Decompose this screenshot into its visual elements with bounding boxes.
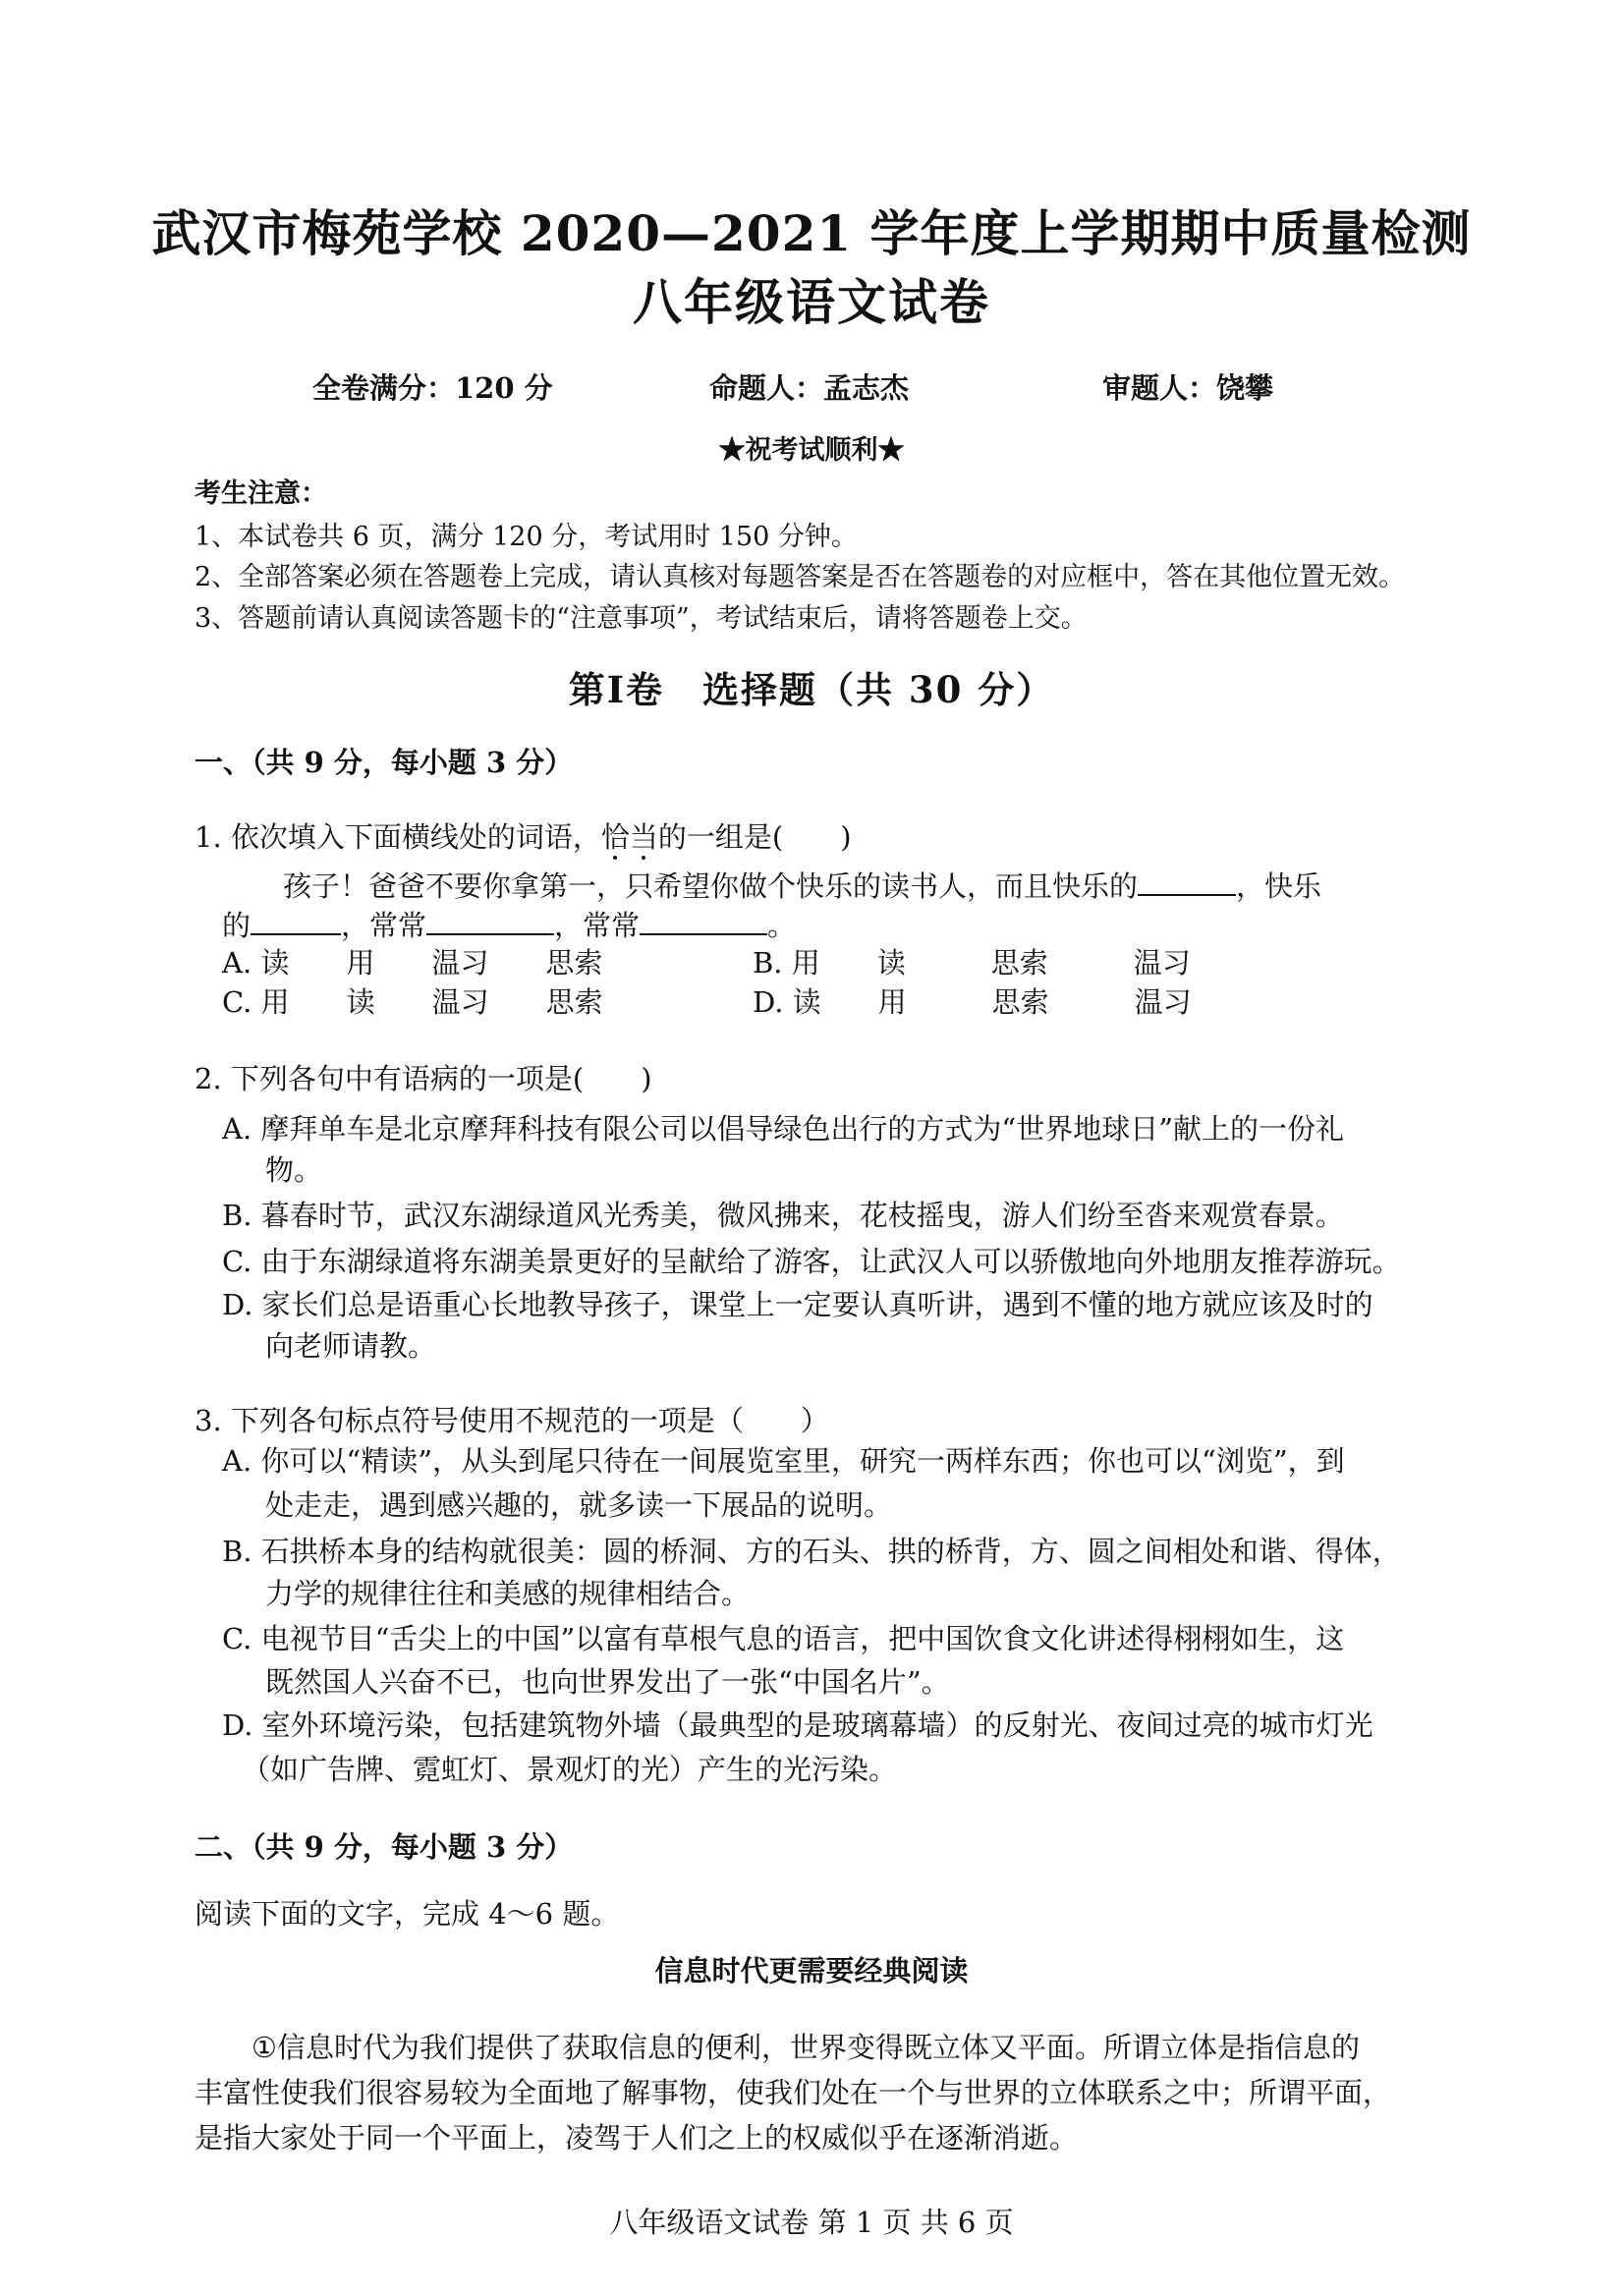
- article-paragraph-line: ①信息时代为我们提供了获取信息的便利，世界变得既立体又平面。所谓立体是指信息的: [252, 2031, 1360, 2064]
- question-1-passage-line2: [222, 904, 796, 944]
- article-title: 信息时代更需要经典阅读: [654, 1954, 969, 1988]
- question-1-stem: [195, 815, 852, 856]
- option-d-continued: （如广告牌、霓虹灯、景观灯的光）产生的光污染。: [242, 1753, 898, 1786]
- option-d: D. 家长们总是语重心长地教导孩子，课堂上一定要认真听讲，遇到不懂的地方就应该及时的: [222, 1288, 1373, 1321]
- exam-title-line2: 八年级语文试卷: [633, 273, 990, 331]
- option-a-continued: 物。: [265, 1153, 323, 1187]
- stem-text: 1. 依次填入下面横线处的词语，: [195, 820, 601, 854]
- part-two-intro: 阅读下面的文字，完成 4～6 题。: [195, 1897, 620, 1931]
- option-a: A. 摩拜单车是北京摩拜科技有限公司以倡导绿色出行的方式为“世界地球日”献上的一份礼: [222, 1112, 1345, 1146]
- good-luck-banner: ★祝考试顺利★: [718, 435, 905, 466]
- notice-heading: 考生注意：: [195, 478, 327, 509]
- option-a-continued: 处走走，遇到感兴趣的，就多读一下展品的说明。: [265, 1488, 893, 1522]
- option-b-continued: 力学的规律往往和美感的规律相结合。: [265, 1577, 751, 1610]
- fill-blank: [251, 908, 341, 935]
- passage-text: 。: [767, 909, 797, 942]
- fill-blank: [1138, 868, 1236, 896]
- option-c: C. 用 读 温习 思索: [222, 985, 603, 1019]
- fill-blank: [426, 908, 554, 935]
- option-d-continued: 向老师请教。: [265, 1329, 437, 1363]
- stem-text: 的一组是( ): [657, 820, 852, 854]
- passage-text: 孩子！爸爸不要你拿第一，只希望你做个快乐的读书人，而且快乐的: [283, 869, 1139, 903]
- full-score: 全卷满分：120 分: [312, 371, 553, 405]
- part-one-heading: 一、（共 9 分，每小题 3 分）: [195, 746, 574, 779]
- passage-text: ，快乐: [1236, 869, 1322, 903]
- question-setter: 命题人：孟志杰: [709, 371, 910, 405]
- question-2-stem: 2. 下列各句中有语病的一项是( ): [195, 1062, 652, 1095]
- option-c: C. 由于东湖绿道将东湖美景更好的呈献给了游客，让武汉人可以骄傲地向外地朋友推荐游玩。: [222, 1245, 1401, 1278]
- option-b: B. 石拱桥本身的结构就很美：圆的桥洞、方的石头、拱的桥背，方、圆之间相处和谐、得体，: [222, 1535, 1401, 1568]
- part-two-heading: 二、（共 9 分，每小题 3 分）: [195, 1830, 574, 1864]
- article-paragraph-line: 丰富性使我们很容易较为全面地了解事物，使我们处在一个与世界的立体联系之中；所谓平面，: [195, 2076, 1392, 2109]
- section-title: 第Ⅰ卷 选择题（共 30 分）: [568, 668, 1055, 711]
- option-c-continued: 既然国人兴奋不已，也向世界发出了一张“中国名片”。: [265, 1665, 950, 1699]
- passage-text: 的: [222, 909, 252, 942]
- fill-blank: [640, 908, 767, 935]
- page-footer: 八年级语文试卷 第 1 页 共 6 页: [609, 2206, 1014, 2239]
- option-b: B. 用 读 思索 温习: [753, 946, 1191, 980]
- passage-text: ，常常: [554, 909, 641, 942]
- notice-item: 1、本试卷共 6 页，满分 120 分，考试用时 150 分钟。: [195, 522, 858, 552]
- emphasis-char: 当: [629, 820, 658, 854]
- article-paragraph-line: 是指大家处于同一个平面上，凌驾于人们之上的权威似乎在逐渐消逝。: [195, 2121, 1079, 2155]
- option-c: C. 电视节目“舌尖上的中国”以富有草根气息的语言，把中国饮食文化讲述得栩栩如生，这: [222, 1622, 1345, 1655]
- question-1-passage-line1: [283, 865, 1321, 905]
- option-a: A. 读 用 温习 思索: [222, 946, 603, 980]
- reviewer: 审题人：饶攀: [1102, 371, 1274, 405]
- exam-title-line1: 武汉市梅苑学校 2020—2021 学年度上学期期中质量检测: [151, 204, 1472, 262]
- emphasis-char: 恰: [600, 820, 630, 854]
- option-b: B. 暮春时节，武汉东湖绿道风光秀美，微风拂来，花枝摇曳，游人们纷至沓来观赏春景。: [222, 1199, 1344, 1232]
- option-a: A. 你可以“精读”，从头到尾只待在一间展览室里，研究一两样东西；你也可以“浏览”，到: [222, 1444, 1345, 1478]
- option-d: D. 读 用 思索 温习: [753, 985, 1192, 1019]
- question-3-stem: 3. 下列各句标点符号使用不规范的一项是（ ）: [195, 1404, 829, 1437]
- option-d: D. 室外环境污染，包括建筑物外墙（最典型的是玻璃幕墙）的反射光、夜间过亮的城市灯光: [222, 1708, 1373, 1742]
- notice-item: 2、全部答案必须在答题卷上完成，请认真核对每题答案是否在答题卷的对应框中，答在其他位置无效。: [195, 562, 1406, 592]
- passage-text: ，常常: [341, 909, 427, 942]
- notice-item: 3、答题前请认真阅读答题卡的“注意事项”，考试结束后，请将答题卷上交。: [195, 603, 1088, 634]
